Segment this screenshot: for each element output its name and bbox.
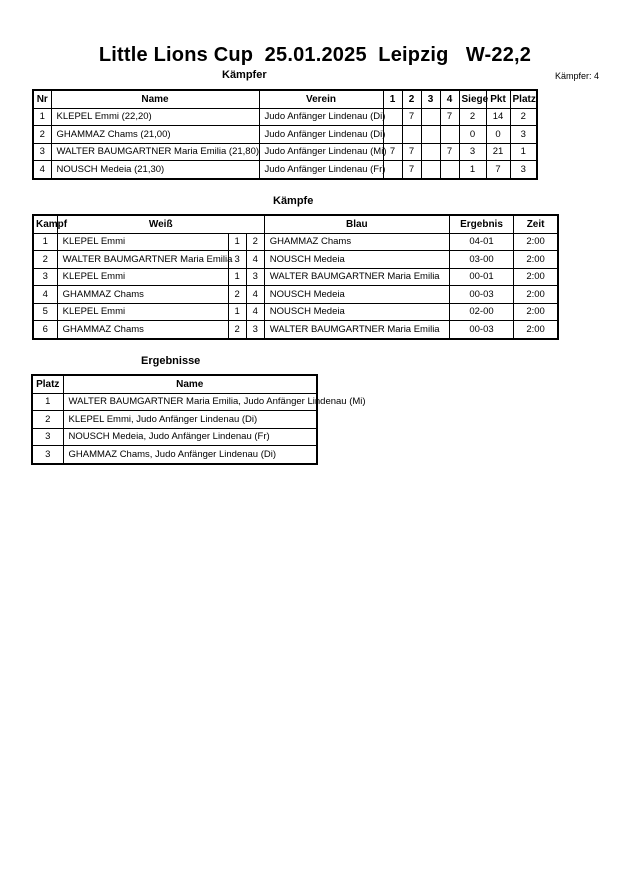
bout-white-nr: 1	[228, 233, 246, 251]
bout-result: 00-01	[449, 268, 513, 286]
fighter-round-4: 7	[440, 143, 459, 161]
col-header-kampf: Kampf	[33, 215, 57, 233]
fighter-round-1	[383, 108, 402, 126]
bout-number: 2	[33, 251, 57, 269]
result-platz: 2	[32, 411, 63, 429]
fighter-row	[33, 108, 537, 126]
fighter-round-2: 7	[402, 143, 421, 161]
bouts-header-row	[33, 215, 558, 233]
result-name: NOUSCH Medeia, Judo Anfänger Lindenau (Fr)	[63, 428, 317, 446]
fighter-count: Kämpfer: 4	[554, 71, 599, 81]
results-table	[31, 374, 366, 465]
fighter-pkt: 21	[486, 143, 510, 161]
bout-blue-fighter: WALTER BAUMGARTNER Maria Emilia	[264, 321, 449, 339]
result-platz: 3	[32, 446, 63, 464]
bout-time: 2:00	[514, 286, 558, 304]
fighter-verein: Judo Anfänger Lindenau (Mi)	[259, 143, 383, 161]
bout-white-nr: 1	[228, 303, 246, 321]
fighter-round-1	[383, 126, 402, 144]
bout-row	[33, 251, 558, 269]
bout-white-nr: 2	[228, 286, 246, 304]
fighter-round-4	[440, 126, 459, 144]
result-platz: 1	[32, 393, 63, 411]
bouts-table	[32, 214, 559, 340]
fighter-siege: 1	[459, 161, 486, 179]
bout-time: 2:00	[514, 303, 558, 321]
bout-white-nr: 3	[228, 251, 246, 269]
col-header-zeit: Zeit	[514, 215, 558, 233]
bout-blue-fighter: NOUSCH Medeia	[264, 303, 449, 321]
col-header-ergebnis: Ergebnis	[449, 215, 513, 233]
bout-white-fighter: KLEPEL Emmi	[57, 303, 228, 321]
col-header-round-4: 4	[440, 90, 459, 108]
result-platz: 3	[32, 428, 63, 446]
fighter-name: GHAMMAZ Chams (21,00)	[51, 126, 259, 144]
bout-row	[33, 286, 558, 304]
bout-number: 3	[33, 268, 57, 286]
bout-white-fighter: WALTER BAUMGARTNER Maria Emilia	[57, 251, 228, 269]
fighter-name: NOUSCH Medeia (21,30)	[51, 161, 259, 179]
fighter-round-3	[421, 161, 440, 179]
bout-row	[33, 268, 558, 286]
results-header-row	[32, 375, 317, 393]
bout-blue-fighter: WALTER BAUMGARTNER Maria Emilia	[264, 268, 449, 286]
bout-blue-fighter: NOUSCH Medeia	[264, 251, 449, 269]
fighters-header-row	[33, 90, 537, 108]
fighter-round-4	[440, 161, 459, 179]
fighter-nr: 4	[33, 161, 51, 179]
fighter-nr: 2	[33, 126, 51, 144]
bout-number: 1	[33, 233, 57, 251]
bout-white-fighter: GHAMMAZ Chams	[57, 286, 228, 304]
fighter-platz: 2	[510, 108, 537, 126]
result-name: KLEPEL Emmi, Judo Anfänger Lindenau (Di)	[63, 411, 317, 429]
bout-white-fighter: KLEPEL Emmi	[57, 268, 228, 286]
bout-blue-nr: 4	[246, 303, 264, 321]
fighter-round-2: 7	[402, 108, 421, 126]
bout-blue-fighter: GHAMMAZ Chams	[264, 233, 449, 251]
fighters-table	[32, 89, 538, 180]
fighter-verein: Judo Anfänger Lindenau (Fr)	[259, 161, 383, 179]
fighter-pkt: 7	[486, 161, 510, 179]
fighter-round-2	[402, 126, 421, 144]
result-row	[32, 393, 317, 411]
bout-row	[33, 233, 558, 251]
bout-time: 2:00	[514, 251, 558, 269]
fighter-row	[33, 143, 537, 161]
bout-time: 2:00	[514, 321, 558, 339]
bout-number: 4	[33, 286, 57, 304]
result-name: GHAMMAZ Chams, Judo Anfänger Lindenau (Di)	[63, 446, 317, 464]
bout-time: 2:00	[514, 233, 558, 251]
bout-white-fighter: KLEPEL Emmi	[57, 233, 228, 251]
bout-number: 5	[33, 303, 57, 321]
result-row	[32, 446, 317, 464]
fighter-round-3	[421, 108, 440, 126]
col-header-blau: Blau	[264, 215, 449, 233]
bouts-heading: Kämpfe	[273, 195, 314, 207]
bout-blue-nr: 3	[246, 321, 264, 339]
fighter-name: KLEPEL Emmi (22,20)	[51, 108, 259, 126]
bout-row	[33, 321, 558, 339]
bout-blue-nr: 2	[246, 233, 264, 251]
fighter-verein: Judo Anfänger Lindenau (Di)	[259, 108, 383, 126]
bout-blue-nr: 4	[246, 286, 264, 304]
col-header-pkt: Pkt	[486, 90, 510, 108]
bout-result: 00-03	[449, 321, 513, 339]
col-header-verein: Verein	[259, 90, 383, 108]
fighter-row	[33, 161, 537, 179]
fighter-row	[33, 126, 537, 144]
fighter-platz: 3	[510, 126, 537, 144]
fighter-siege: 2	[459, 108, 486, 126]
bout-blue-nr: 3	[246, 268, 264, 286]
results-heading: Ergebnisse	[141, 355, 201, 367]
fighter-platz: 1	[510, 143, 537, 161]
fighter-round-3	[421, 143, 440, 161]
col-header-result-name: Name	[63, 375, 317, 393]
fighter-siege: 0	[459, 126, 486, 144]
page-title: Little Lions Cup 25.01.2025 Leipzig W-22,2	[98, 44, 532, 66]
bout-result: 00-03	[449, 286, 513, 304]
fighter-round-2: 7	[402, 161, 421, 179]
bout-result: 03-00	[449, 251, 513, 269]
col-header-round-3: 3	[421, 90, 440, 108]
col-header-siege: Siege	[459, 90, 486, 108]
bout-blue-nr: 4	[246, 251, 264, 269]
bout-result: 02-00	[449, 303, 513, 321]
bout-white-fighter: GHAMMAZ Chams	[57, 321, 228, 339]
fighter-platz: 3	[510, 161, 537, 179]
bout-result: 04-01	[449, 233, 513, 251]
fighter-name: WALTER BAUMGARTNER Maria Emilia (21,80)	[51, 143, 259, 161]
fighter-round-1	[383, 161, 402, 179]
bout-white-nr: 2	[228, 321, 246, 339]
fighter-pkt: 0	[486, 126, 510, 144]
bout-white-nr: 1	[228, 268, 246, 286]
bout-number: 6	[33, 321, 57, 339]
col-header-round-1: 1	[383, 90, 402, 108]
result-row	[32, 411, 317, 429]
result-row	[32, 428, 317, 446]
col-header-platz: Platz	[510, 90, 537, 108]
fighter-nr: 3	[33, 143, 51, 161]
result-name: WALTER BAUMGARTNER Maria Emilia, Judo Anfänger Lindenau (Mi)	[63, 393, 317, 411]
bout-blue-fighter: NOUSCH Medeia	[264, 286, 449, 304]
bout-row	[33, 303, 558, 321]
fighter-siege: 3	[459, 143, 486, 161]
fighter-round-1: 7	[383, 143, 402, 161]
col-header-round-2: 2	[402, 90, 421, 108]
fighter-round-4: 7	[440, 108, 459, 126]
col-header-result-platz: Platz	[32, 375, 63, 393]
fighter-nr: 1	[33, 108, 51, 126]
fighter-pkt: 14	[486, 108, 510, 126]
fighter-verein: Judo Anfänger Lindenau (Di)	[259, 126, 383, 144]
fighters-heading: Kämpfer	[222, 69, 267, 81]
col-header-name: Name	[51, 90, 259, 108]
fighter-round-3	[421, 126, 440, 144]
col-header-weiss: Weiß	[57, 215, 264, 233]
col-header-nr: Nr	[33, 90, 51, 108]
bout-time: 2:00	[514, 268, 558, 286]
